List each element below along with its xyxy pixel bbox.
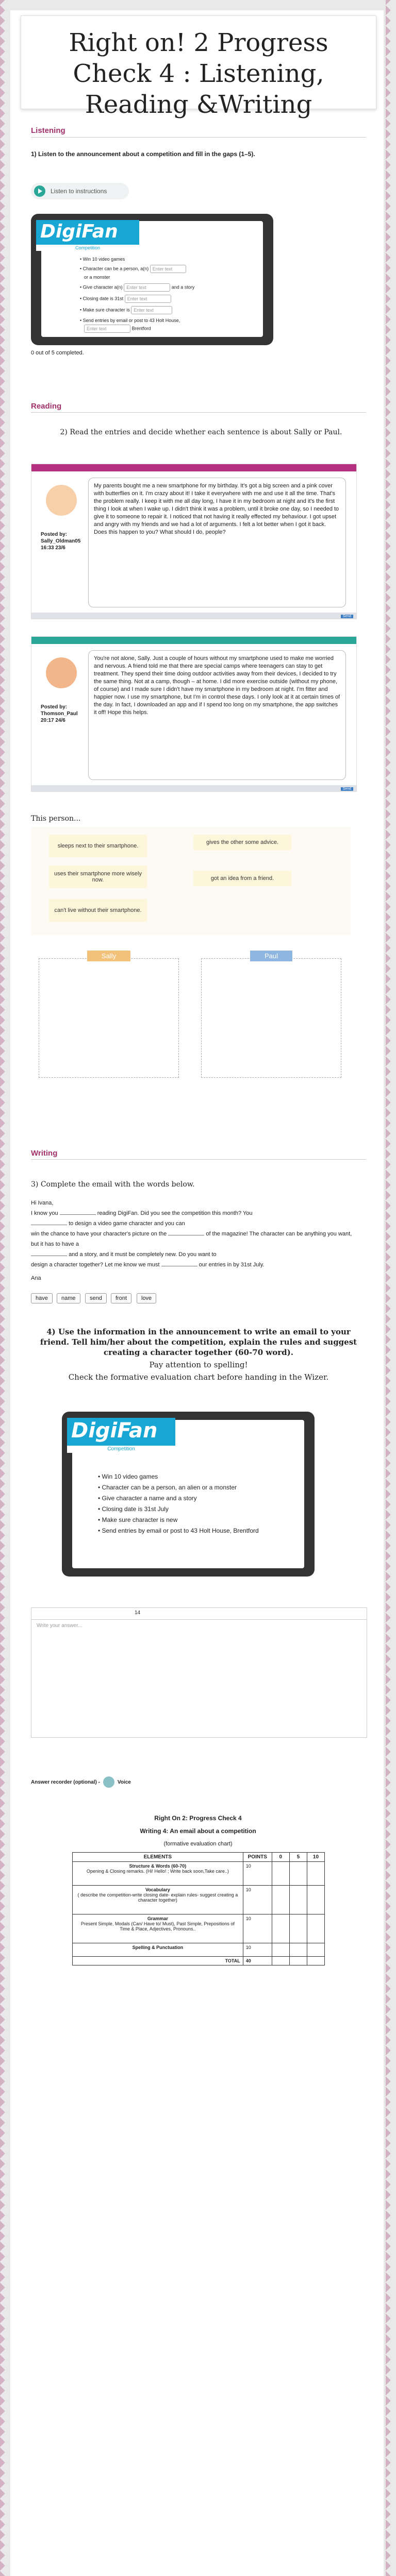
task4-instruction: 4) Use the information in the announcement to write an email to your friend. Tell him/her about the competition, explain the rules and suggest creating a character together (60-70 word). (40, 1327, 357, 1357)
gap-input-5[interactable]: Enter text (84, 325, 130, 333)
word-chip[interactable]: send (85, 1293, 107, 1303)
spelling-note: Pay attention to spelling! (149, 1360, 248, 1369)
evaluation-table: ELEMENTS POINTS 0 5 10 Structure & Words (60-70) Opening & Closing remarks. (Hi! Hello! ; Write back soon,Take care..) 10 Vocabulary ( describe the competition-write closing date- explain rules- suggest creating a character together) 10 Grammar Present Simple, Modals (Can/ Have to/ Must), Past Simple, Prepositions of Time & Place, Adjectives, Pronouns.. 10 Spelling & Punctuation 10 TOTAL 40 (72, 1852, 325, 1965)
listening-heading: Listening (31, 126, 65, 135)
avatar (46, 485, 77, 516)
paul-label: Paul (250, 951, 292, 961)
blank-3[interactable] (168, 1229, 204, 1235)
gap-input-3[interactable]: Enter text (125, 295, 171, 303)
drop-zone-paul[interactable] (201, 952, 341, 1078)
blank-5[interactable] (161, 1260, 197, 1266)
audio-label: Listen to instructions (51, 188, 107, 195)
divider (31, 137, 366, 138)
play-icon (34, 185, 45, 197)
this-person-label: This person... (31, 815, 81, 823)
reading-heading: Reading (31, 402, 62, 411)
word-chip[interactable]: name (57, 1293, 80, 1303)
divider (31, 1159, 366, 1160)
digifan-logo: DigiFan Competition (36, 220, 139, 247)
record-button[interactable] (103, 1776, 114, 1788)
drag-card[interactable]: sleeps next to their smartphone. (49, 835, 147, 857)
listen-instructions-button[interactable] (31, 183, 129, 199)
task1-instruction: 1) Listen to the announcement about a competition and fill in the gaps (1–5). (31, 150, 255, 158)
blank-2[interactable] (31, 1218, 67, 1225)
title-banner (21, 15, 376, 119)
post-text: My parents bought me a new smartphone for my birthday. It's got a big screen and a pink cover with butterflies on it. I'm crazy about it! I take it everywhere with me and use it all the time. That's the problem really. I keep it with me all day long, I have it in my bedroom at night and it's the first thing I look at when I wake up. I didn't think it was a problem, until it broke one day, so I needed to give it to someone to repair it. I noticed that not having it really effected my behaviour. I got upset and angry with my friends and we had a lot of arguments. I felt a lot better when I got it back. Does this happen to you? What should I do, people? (88, 478, 346, 607)
gap-input-4[interactable]: Enter text (131, 306, 172, 314)
divider (31, 412, 366, 413)
right-border-decoration (386, 0, 396, 2576)
page-title: Right on! 2 Progress Check 4 : Listening, Reading &Writing (69, 28, 328, 119)
completion-score: 0 out of 5 completed. (31, 350, 84, 356)
gap-input-2[interactable]: Enter text (124, 283, 170, 292)
send-button[interactable]: Send (341, 615, 353, 618)
forum-post-sally: Posted by: Sally_Oldman05 16:33 23/6 My parents bought me a new smartphone for my birthday. It's got a big screen and a pink cover with butterflies on it. I'm crazy about it! I take it everywhere with me and use it all the time. That's the problem really. I keep it with me all day long, I have it in my bedroom at night and it's the first thing I look at when I wake up. I didn't think it was a problem, until it broke one day, so I needed to give it to someone to repair it. I noticed that not having it really effected my behaviour. I got upset and angry with my friends and we had a lot of arguments. I felt a lot better when I got it back. Does this happen to you? What should I do, people? Send (31, 464, 357, 619)
competition-ad-tablet: DigiFan Competition • Win 10 video games • Character can be a person, an alien or a monster • Give character a name and a story • Closing date is 31st July • Make sure character is new • Send entries by email or post to 43 Holt House, Brentford (62, 1412, 315, 1577)
send-button[interactable]: Send (341, 787, 353, 791)
word-chip[interactable]: love (137, 1293, 156, 1303)
editor-toolbar (31, 1607, 367, 1620)
eval-title: Right On 2: Progress Check 4 (154, 1815, 242, 1822)
eval-note: (formative evaluation chart) (163, 1841, 233, 1847)
evaluation-note: Check the formative evaluation chart before handing in the Wizer. (68, 1372, 329, 1382)
blank-4[interactable] (31, 1249, 67, 1256)
forum-post-paul: Posted by: Thomson_Paul 20:17 24/6 You're not alone, Sally. Just a couple of hours without my smartphone used to make me worried and nervous. A friend told me that there are special camps where teenagers can stay to get treatment. They spend their time doing outdoor activities away from their devices, I decided to try the same thing. Not at a camp, though – at home. I did more exercise outside (without my phone, of course) and I made sure I didn't have my smartphone in my bedroom at night. I'm fitter and happier now. I use my smartphone, but I'm in control these days. I only look at it at certain times of the day. In fact, I downloaded an app and if I spend too long on my smartphone, the app switches it off! Hope this helps. Send (31, 636, 357, 792)
digifan-logo: DigiFan Competition (67, 1418, 175, 1448)
writing-heading: Writing (31, 1149, 58, 1158)
left-border-decoration (0, 0, 10, 2576)
font-size-select[interactable]: 14 (135, 1610, 141, 1616)
eval-subtitle: Writing 4: An email about a competition (140, 1827, 256, 1835)
task2-instruction: 2) Read the entries and decide whether each sentence is about Sally or Paul. (60, 428, 342, 436)
word-chip[interactable]: front (111, 1293, 131, 1303)
drag-card[interactable]: can't live without their smartphone. (49, 899, 147, 922)
competition-tablet: DigiFan Competition • Win 10 video games • Character can be a person, a(n) Enter text or a monster • Give character a(n) Enter text and a story • Closing date is 31st Enter text • Make sure character is Enter text • Send entries by email or post to 43 Holt House, Enter text Brentford (31, 214, 273, 345)
email-gapfill: Hi Ivana, I know you reading DigiFan. Did you see the competition this month? You to design a video game character and you can win the chance to have your character's picture on the of the magazine! The character can be anything you want, but it has to have a and a story, and it must be completely new. Do you want to design a character together? Let me know we must our entries in by 31st July. Ana (31, 1200, 352, 1281)
drag-card[interactable]: uses their smartphone more wisely now. (49, 866, 147, 888)
drag-card[interactable]: got an idea from a friend. (193, 871, 291, 886)
avatar (46, 657, 77, 688)
task3-instruction: 3) Complete the email with the words below. (31, 1180, 195, 1189)
sally-label: Sally (87, 951, 130, 961)
answer-recorder: Answer recorder (optional) - Voice (31, 1776, 131, 1788)
drop-zone-sally[interactable] (39, 952, 179, 1078)
word-chip[interactable]: have (31, 1293, 53, 1303)
gap-input-1[interactable]: Enter text (150, 265, 186, 273)
blank-1[interactable] (60, 1208, 96, 1215)
post-text: You're not alone, Sally. Just a couple of hours without my smartphone used to make me worried and nervous. A friend told me that there are special camps where teenagers can stay to get treatment. They spend their time doing outdoor activities away from their devices, I decided to try the same thing. Not at a camp, though – at home. I did more exercise outside (without my phone, of course) and I made sure I didn't have my smartphone in my bedroom at night. I'm fitter and happier now. I use my smartphone, but I'm in control these days. I only look at it at certain times of the day. In fact, I downloaded an app and if I spend too long on my smartphone, the app switches it off! Hope this helps. (88, 650, 346, 780)
drag-card[interactable]: gives the other some advice. (193, 835, 291, 850)
answer-editor[interactable]: Write your answer... (31, 1619, 367, 1738)
